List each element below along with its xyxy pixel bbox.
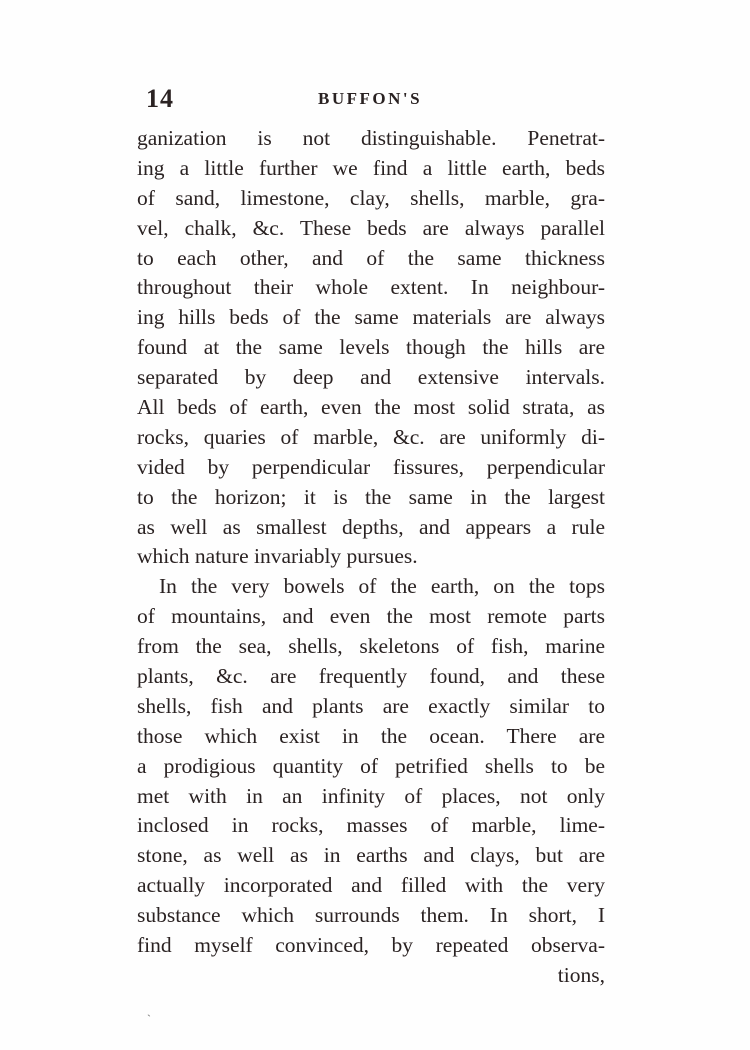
text-line: ing hills beds of the same materials are always (137, 305, 605, 330)
text-line: a prodigious quantity of petrified shells to be (137, 753, 605, 778)
stray-ink-mark: ˋ (147, 1012, 151, 1026)
page-number: 14 (146, 84, 174, 113)
text-line: actually incorporated and filled with the very (137, 873, 605, 898)
text-line: ganization is not distinguishable. Penetrat- (137, 126, 605, 150)
text-line: All beds of earth, even the most solid strata, as (137, 395, 605, 420)
text-line: to the horizon; it is the same in the largest (137, 484, 605, 509)
text-line: ing a little further we find a little earth, beds (137, 155, 605, 180)
text-line: from the sea, shells, skeletons of fish, marine (137, 634, 605, 659)
text-line: those which exist in the ocean. There are (137, 723, 605, 748)
text-line: shells, fish and plants are exactly similar to (137, 693, 605, 718)
text-line: stone, as well as in earths and clays, but are (137, 843, 605, 868)
text-line: found at the same levels though the hills are (137, 335, 605, 360)
text-line: vel, chalk, &c. These beds are always parallel (137, 215, 605, 240)
text-line: met with in an infinity of places, not only (137, 783, 605, 808)
text-line: vided by perpendicular fissures, perpendicular (137, 454, 605, 479)
running-head: BUFFON'S (318, 89, 423, 108)
text-line: separated by deep and extensive intervals. (137, 365, 605, 390)
text-line: substance which surrounds them. In short, I (137, 903, 605, 928)
text-line: of sand, limestone, clay, shells, marble, gra- (137, 185, 605, 210)
text-line: find myself convinced, by repeated observa- (137, 933, 605, 958)
text-line: rocks, quaries of marble, &c. are uniformly di- (137, 424, 605, 449)
text-line: of mountains, and even the most remote parts (137, 604, 605, 629)
text-line: inclosed in rocks, masses of marble, lime- (137, 813, 605, 838)
body-text (137, 124, 605, 991)
text-line: plants, &c. are frequently found, and these (137, 664, 605, 689)
text-line: to each other, and of the same thickness (137, 245, 605, 270)
text-line: In the very bowels of the earth, on the tops (159, 574, 605, 599)
text-line: as well as smallest depths, and appears a rule (137, 514, 605, 539)
text-line: throughout their whole extent. In neighbour- (137, 275, 605, 300)
text-line: which nature invariably pursues. (137, 544, 418, 569)
catchword: tions, (557, 962, 605, 987)
